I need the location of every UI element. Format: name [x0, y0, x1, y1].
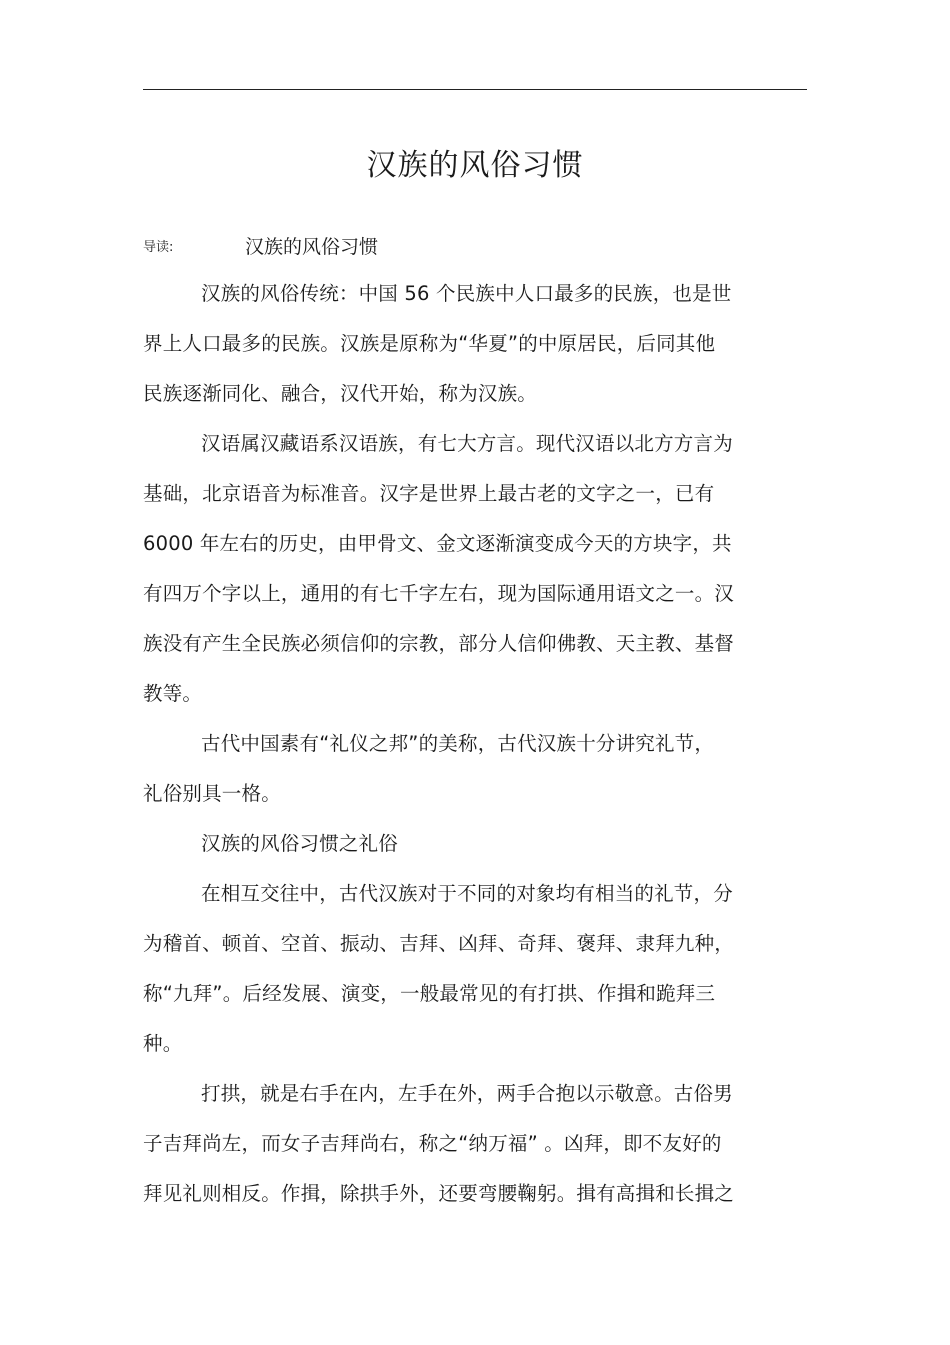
text-line: 拜见礼则相反。作揖，除拱手外，还要弯腰鞠躬。揖有高揖和长揖之 [143, 1182, 735, 1205]
text-line: 古代中国素有“礼仪之邦”的美称，古代汉族十分讲究礼节， [201, 732, 715, 755]
text-line: 汉族的风俗习惯之礼俗 [201, 832, 399, 855]
text-line: 种。 [143, 1032, 183, 1055]
text-line: 在相互交往中，古代汉族对于不同的对象均有相当的礼节，分 [201, 882, 733, 905]
text-line: 有四万个字以上，通用的有七千字左右，现为国际通用语文之一。汉 [143, 582, 735, 605]
text-line: 为稽首、顿首、空首、振动、吉拜、凶拜、奇拜、褒拜、隶拜九种， [143, 932, 735, 955]
document-title: 汉族的风俗习惯 [366, 148, 584, 183]
text-line: 汉语属汉藏语系汉语族，有七大方言。现代汉语以北方方言为 [201, 432, 733, 455]
lead-label: 导读: [143, 240, 174, 255]
text-line: 界上人口最多的民族。汉族是原称为“华夏”的中原居民，后同其他 [143, 332, 716, 355]
text-line: 称“九拜”。后经发展、演变，一般最常见的有打拱、作揖和跪拜三 [143, 982, 716, 1005]
text-line: 礼俗别具一格。 [143, 782, 281, 805]
header-rule [143, 89, 807, 90]
text-line: 汉族的风俗传统：中国 56 个民族中人口最多的民族，也是世 [201, 282, 732, 305]
lead-text: 汉族的风俗习惯 [245, 236, 379, 258]
text-line: 6000 年左右的历史，由甲骨文、金文逐渐演变成今天的方块字，共 [143, 532, 732, 555]
lead-section [143, 232, 807, 256]
text-line: 民族逐渐同化、融合，汉代开始，称为汉族。 [143, 382, 538, 405]
text-line: 教等。 [143, 682, 203, 705]
text-line: 子吉拜尚左，而女子吉拜尚右，称之“纳万福” 。凶拜，即不友好的 [143, 1132, 722, 1155]
document-body [143, 271, 807, 1221]
text-line: 基础，北京语音为标准音。汉字是世界上最古老的文字之一，已有 [143, 482, 715, 505]
text-line: 打拱，就是右手在内，左手在外，两手合抱以示敬意。古俗男 [201, 1082, 733, 1105]
text-line: 族没有产生全民族必须信仰的宗教，部分人信仰佛教、天主教、基督 [143, 632, 735, 655]
